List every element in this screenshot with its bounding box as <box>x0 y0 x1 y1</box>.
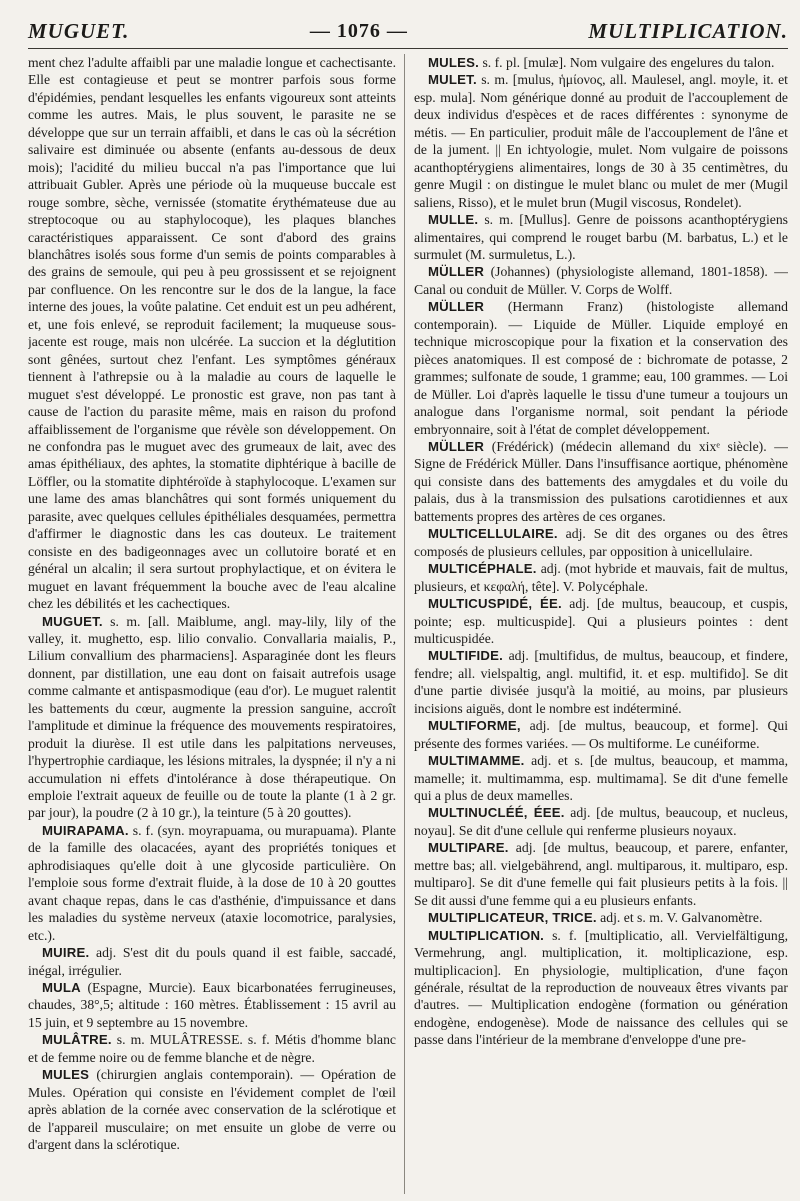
entry-headword: MUIRAPAMA. <box>42 822 129 838</box>
entry-headword: MULTICELLULAIRE. <box>428 526 558 542</box>
dictionary-entry <box>414 717 788 752</box>
entry-headword: MÜLLER <box>428 264 485 280</box>
dictionary-entry <box>28 979 396 1031</box>
dictionary-entry <box>414 525 788 560</box>
dictionary-entry <box>414 804 788 839</box>
entry-headword: MULTIPLICATEUR, TRICE. <box>428 910 597 926</box>
entry-text: s. f. [multiplicatio, all. Vervielfältigung, Vermehrung, angl. multiplication, it. moltiplicazione, esp. multiplicacion]. En physiologie, multiplication, d'une façon générale, résultat de la reproduction de nouveaux êtres vivants par d'autres. — Multiplication endogène (formation ou génération endogène, endogenèse). Mode de naissance des cellules qui se passe dans l'intérieur de la membrane d'enveloppe d'une pre- <box>414 927 788 1048</box>
header-left-title: MUGUET. <box>28 18 130 43</box>
entry-text: (chirurgien anglais contemporain). — Opération de Mules. Opération qui consiste en l'évidement complet de l'œil après ablation de la cornée avec conservation de la sclérotique et de l'appareil musculaire; on met ensuite un globe de verre ou d'argent dans la sclérotique. <box>28 1067 396 1153</box>
dictionary-entry <box>28 1031 396 1066</box>
left-column <box>28 54 396 1194</box>
dictionary-entry <box>414 263 788 298</box>
entry-headword: MULLE. <box>428 212 479 228</box>
entry-text: adj. (mot hybride et mauvais, fait de multus, plusieurs, et κεφαλή, tête]. V. Polycéphale. <box>414 561 788 594</box>
header-right-title: MULTIPLICATION. <box>588 18 788 43</box>
entry-headword: MULTIFIDE. <box>428 648 504 664</box>
entry-text: (Frédérick) (médecin allemand du xixᵉ siècle). — Signe de Frédérick Müller. Dans l'insuffisance aortique, phénomène qui consiste dans des battements des amygdales et du voile du palais, dus à la transmission des pulsations carotidiennes et aux battements propres des artères de ces organes. <box>414 438 788 524</box>
entry-text: s. m. [Mullus]. Genre de poissons acanthoptérygiens alimentaires, qui comprend le rouget barbu (M. barbatus, L.) et le surmulet (M. surmuletus, L.). <box>414 212 788 262</box>
dictionary-entry <box>414 211 788 263</box>
dictionary-entry <box>414 752 788 804</box>
entry-text: adj. Se dit des organes ou des êtres composés de plusieurs cellules, par opposition à unicellulaire. <box>414 526 788 559</box>
entry-headword: MULTIMAMME. <box>428 753 525 769</box>
dictionary-entry <box>28 1066 396 1153</box>
entry-text: adj. [de multus, beaucoup, et nucleus, noyau]. Se dit d'une cellule qui renferme plusieurs noyaux. <box>414 805 788 838</box>
dictionary-entry <box>414 839 788 909</box>
entry-headword: MULET. <box>428 72 477 88</box>
entry-text: (Johannes) (physiologiste allemand, 1801-1858). — Canal ou conduit de Müller. V. Corps de Wolff. <box>414 264 788 297</box>
dictionary-entry <box>414 595 788 647</box>
entry-headword: MULTINUCLÉÉ, ÉEE. <box>428 805 565 821</box>
dictionary-entry <box>414 927 788 1049</box>
entry-headword: MULTIPARE. <box>428 840 509 856</box>
running-header <box>28 14 788 49</box>
entry-headword: MUIRE. <box>42 945 90 961</box>
dictionary-entry <box>28 613 396 822</box>
entry-text: adj. S'est dit du pouls quand il est faible, saccadé, inégal, irrégulier. <box>28 945 396 978</box>
entry-text: adj. [de multus, beaucoup, et cuspis, pointe; esp. multicuspide]. Qui a plusieurs pointes : dent multicuspidée. <box>414 596 788 646</box>
dictionary-entry <box>414 54 788 71</box>
entry-text: s. f. pl. [mulæ]. Nom vulgaire des engelures du talon. <box>479 55 775 70</box>
entry-text: s. m. MULÂTRESSE. s. f. Métis d'homme blanc et de femme noire ou de femme blanche et de nègre. <box>28 1032 396 1065</box>
entry-text: adj. et s. [de multus, beaucoup, et mamma, mamelle; it. multimamma, esp. multimama]. Se dit d'une femelle qui a plus de deux mamelles. <box>414 753 788 804</box>
column-divider <box>404 54 405 1194</box>
dictionary-entry <box>414 909 788 926</box>
entry-headword: MULTICÉPHALE. <box>428 561 537 577</box>
entry-text: (Espagne, Murcie). Eaux bicarbonatées ferrugineuses, chaudes, 38°,5; altitude : 160 mètres. Établissement : 15 avril au 15 juin, et 9 septembre au 15 novembre. <box>28 980 396 1030</box>
entry-text: adj. [de multus, beaucoup, et parere, enfanter, mettre bas; all. vielgebährend, angl. multiparous, it. multiparo, esp. multiparo]. Se dit d'une femelle qui fait plusieurs petits à la fois. || Se dit aussi d'une femme qui a eu plusieurs enfants. <box>414 840 788 908</box>
entry-headword: MULÂTRE. <box>42 1032 112 1048</box>
dictionary-entry <box>414 560 788 595</box>
entry-headword: MULTIFORME, <box>428 718 521 734</box>
entry-text: s. f. (syn. moyrapuama, ou murapuama). Plante de la famille des olacacées, ayant des propriétés toniques et aphrodisiaques qu'elle doit à une glycoside particulière. On l'emploie sous forme d'extrait fluide, à la dose de 10 à 20 gouttes avant chaque repas, dans le cas d'asthénie, d'impuissance et dans les maladies du système nerveux (ataxie locomotrice, paralysies, etc.). <box>28 822 396 943</box>
entry-text: (Hermann Franz) (histologiste allemand contemporain). — Liquide de Müller. Liquide employé en technique microscopique pour la fixation et la conservation des pièces anatomiques. Il est composé de : bichromate de potasse, 2 grammes; sulfonate de soude, 1 gramme; eau, 100 grammes. — Loi de Müller. Loi d'après laquelle le tissu d'une tumeur a toujours un analogue dans l'organisme normal, soit pendant la période embryonnaire, soit à l'état de complet développement. <box>414 299 788 437</box>
entry-headword: MULES. <box>428 55 480 70</box>
entry-headword: MULTIPLICATION. <box>428 927 545 943</box>
entry-text: adj. et s. m. V. Galvanomètre. <box>596 910 763 926</box>
dictionary-entry <box>414 298 788 438</box>
entry-text: s. m. [mulus, ἡμίονος, all. Maulesel, angl. moyle, it. et esp. mula]. Nom générique donné au produit de l'accouplement de deux individus d'espèces et de races différentes : synonyme de métis. — En particulier, produit mâle de l'accouplement de l'âne et de la jument. || En ichtyologie, mulet. Nom vulgaire de poissons acanthoptérygiens alimentaires, longs de 30 à 35 centimètres, du genre Mugil : on distingue le mulet blanc ou mulet de mer (Mugil saliens, Risso), et le mulet brun (Mugil viscosus, Rondelet). <box>414 72 788 210</box>
entry-headword: MULA <box>42 980 81 996</box>
dictionary-entry <box>28 822 396 944</box>
entry-text: adj. [de multus, beaucoup, et forme]. Qui présente des formes variées. — Os multiforme. Le cunéiforme. <box>414 718 788 751</box>
dictionary-entry <box>28 54 396 613</box>
entry-text: s. m. [all. Maiblume, angl. may-lily, lily of the valley, it. mughetto, esp. lilio convalio. Convallaria maialis, P., Lilium convallium des pharmaciens]. Asparaginée dont les fleurs donnent, par distillation, une eau dont on faisait autrefois usage comme calmante et antispasmodique (eau d'or). Le muguet ralentit les battements du cœur, augmente la pression sanguine, accroît l'amplitude et diminue la fréquence des mouvements respiratoires, produit la diurèse. Il est utile dans les palpitations nerveuses, l'hypertrophie cardiaque, les lésions mitrales, la dyspnée; il n'y a ni accumulation ni effets d'intolérance à dose thérapeutique. On emploie l'extrait aqueux de feuille ou de toute la plante (1 à 2 gr. par jour), la poudre (2 à 10 gr.), la teinture (5 à 20 gouttes). <box>28 613 396 821</box>
entry-text: ment chez l'adulte affaibli par une maladie longue et cachectisante. Elle est contagieuse et peut se montrer parfois sous forme d'épidémies, pendant lesquelles les enfants vigoureux sont atteints comme les autres. Mais, le plus souvent, le parasite ne se développe que sur un terrain affaibli, et dans le cas où la sécrétion salivaire est diminuée ou absente (enfants au-dessous de deux mois); l'acidité du milieu buccal n'a pas l'importance que lui attribuait Gubler. Après une période où la muqueuse buccale est rouge sombre, sèche, vernissée (stomatite érythémateuse due au streptocoque ou au staphylocoque), les plaques blanches caractéristiques apparaissent. Ce sont d'abord des grains blanchâtres isolés sous forme d'un semis de points comparables à des grains de semoule, qui peu à peu grossissent et se rejoignent par confluence. On les rencontre sur le dos de la langue, la face interne des joues, la voûte palatine. Cet enduit est un peu adhérent, et, une fois enlevé, se reproduit facilement; la muqueuse sous-jacente est rouge, mais non ulcérée. La succion et la déglutition sont gênées, surtout chez l'enfant. Les symptômes généraux tiennent à l'athrepsie ou à la maladie au cours de laquelle le muguet s'est développé. Le pronostic est grave, non pas tant à cause de l'action du parasite même, mais en raison du profond affaiblissement de l'organisme que révèle son développement. On ne confondra pas le muguet avec des grumeaux de lait, avec des amas épithéliaux, des aphtes, la stomatite diphtérique à bacille de Löffler, ou la stomatite diphtéroïde à staphylocoque. L'examen sur une lame des amas blanchâtres qui sont formés uniquement du parasite, avec quelques cellules épithéliales desquamées, permettra d'affirmer le diagnostic dans les cas douteux. Le traitement consiste en des badigeonnages avec un collutoire boraté et en général un alcalin; il sera surtout prophylactique, et on évitera le muguet en lavant fréquemment la bouche avec de l'eau alcaline chez les débilités et les cachectiques. <box>28 55 396 612</box>
right-column <box>414 54 788 1194</box>
dictionary-entry <box>414 71 788 211</box>
entry-headword: MUGUET. <box>42 613 103 629</box>
entry-headword: MULES <box>42 1067 90 1083</box>
page-number: — 1076 — <box>309 19 408 42</box>
dictionary-entry <box>414 438 788 525</box>
dictionary-entry <box>414 647 788 717</box>
entry-headword: MÜLLER <box>428 299 485 315</box>
entry-headword: MÜLLER <box>428 438 485 454</box>
entry-headword: MULTICUSPIDÉ, ÉE. <box>428 596 562 612</box>
entry-text: adj. [multifidus, de multus, beaucoup, et findere, fendre; all. vielspaltig, angl. multifid, it. et esp. multifido]. Se dit d'une partie divisée jusqu'à la moitié, au moins, par plusieurs incisions aiguës, dont le nombre est indéterminé. <box>414 648 788 716</box>
dictionary-entry <box>28 944 396 979</box>
